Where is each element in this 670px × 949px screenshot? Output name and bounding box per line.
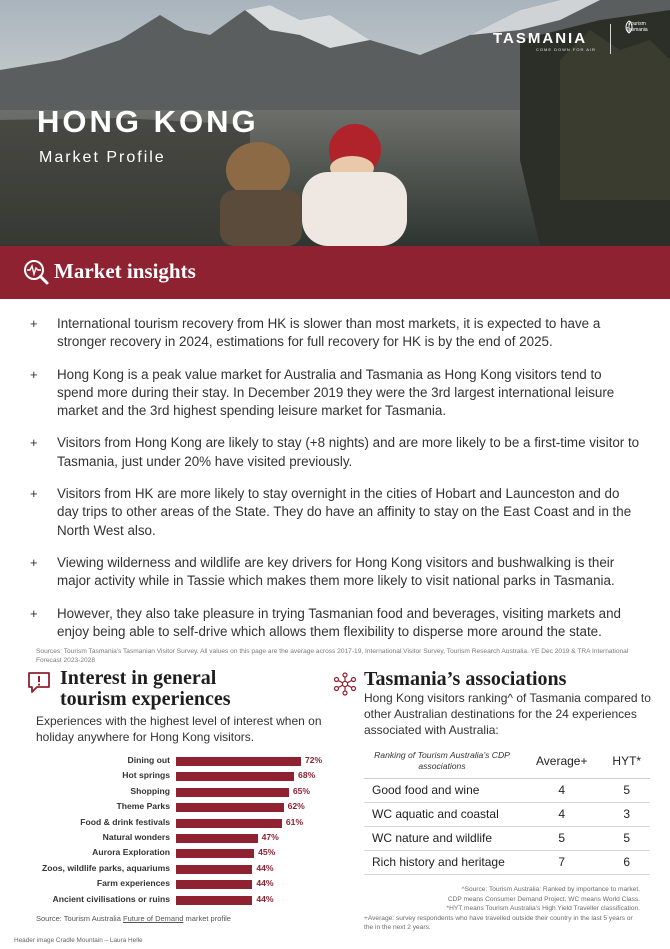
note-cdp: CDP means Consumer Demand Project. WC means World Class.	[447, 895, 640, 903]
average-rank: 4	[520, 778, 604, 802]
market-insights-banner	[0, 246, 670, 299]
table-row	[364, 778, 650, 802]
bar-value-label: 47%	[261, 831, 279, 842]
page-subtitle: Market Profile	[39, 149, 166, 166]
association-name: WC aquatic and coastal	[364, 802, 520, 826]
brand-divider	[610, 24, 611, 54]
tasmania-leaf-icon	[622, 20, 636, 34]
bar-row	[18, 800, 338, 815]
plus-bullet-icon: +	[30, 435, 38, 451]
interest-title	[60, 668, 231, 710]
future-of-demand-link[interactable]: Future of Demand	[122, 914, 184, 923]
bar	[176, 772, 294, 781]
association-name: WC nature and wildlife	[364, 826, 520, 850]
column-header-ranking: Ranking of Tourism Australia’s CDP associations	[364, 744, 520, 778]
insight-text: Visitors from Hong Kong are likely to stay (+8 nights) and are more likely to be a first-time visitor to Tasmania, just under 20% have visited previously.	[57, 435, 640, 469]
brand-tagline: COME DOWN FOR AIR	[536, 47, 596, 52]
insight-text: International tourism recovery from HK is slower than most markets, it is expected to have a stronger recovery in 2024, estimations for full recovery for HK is by the end of 2025.	[57, 316, 601, 350]
bar	[176, 865, 252, 874]
associations-table	[364, 744, 650, 875]
bar-value-label: 72%	[305, 755, 323, 765]
plus-bullet-icon: +	[30, 486, 38, 502]
plus-bullet-icon: +	[30, 554, 38, 570]
network-nodes-icon	[333, 672, 357, 696]
bar-row	[18, 831, 338, 846]
table-row	[364, 826, 650, 850]
bar-row	[18, 846, 338, 861]
average-rank: 4	[520, 802, 604, 826]
bar-category-label: Food & drink festivals	[80, 816, 170, 827]
column-header-hyt: HYT*	[604, 744, 651, 778]
list-item	[30, 485, 640, 540]
bar-value-label: 45%	[258, 847, 276, 858]
table-row	[364, 850, 650, 874]
hero-image	[0, 0, 670, 246]
note-hyt: *HYT means Tourism Australia’s High Yield Traveller classification.	[446, 905, 640, 912]
list-item	[30, 366, 640, 421]
association-name: Good food and wine	[364, 778, 520, 802]
bar-category-label: Zoos, wildlife parks, aquariums	[42, 862, 170, 873]
bar-value-label: 44%	[256, 893, 274, 904]
bar	[176, 803, 284, 812]
interest-title-line-2: tourism experiences	[60, 688, 231, 710]
hyt-rank: 6	[604, 850, 651, 874]
bar-row	[18, 816, 338, 831]
bar	[176, 819, 282, 828]
insights-sources: Sources: Tourism Tasmania's Tasmanian Visitor Survey. All values on this page are the average across 2017-19, International Visitor Survey, Tourism Research Australia. YE Dec 2019 & TRA International Forecast 2023-2028	[36, 648, 629, 664]
alert-speech-icon	[27, 671, 51, 693]
bar	[176, 834, 258, 843]
bar-category-label: Natural wonders	[102, 831, 170, 842]
interest-description: Experiences with the highest level of interest when on holiday anywhere for Hong Kong visitors.	[36, 714, 322, 744]
page-title: HONG KONG	[37, 104, 259, 139]
bar-category-label: Aurora Exploration	[92, 847, 170, 858]
list-item	[30, 434, 640, 471]
hyt-rank: 3	[604, 802, 651, 826]
plus-bullet-icon: +	[30, 605, 38, 621]
tourism-tasmania-logo	[622, 20, 652, 56]
insight-text: Viewing wilderness and wildlife are key drivers for Hong Kong visitors and bushwalking is their major activity while in Tassie which makes them more likely to visit national parks in Tasmania.	[57, 554, 615, 589]
hyt-rank: 5	[604, 778, 651, 802]
associations-notes	[364, 885, 640, 933]
bar-row	[18, 785, 338, 800]
bar-value-label: 44%	[256, 878, 274, 889]
list-item	[30, 605, 640, 642]
plus-bullet-icon: +	[30, 316, 38, 331]
brand-logo-text: TASMANIA	[493, 30, 588, 47]
average-rank: 5	[520, 826, 604, 850]
note-average: +Average: survey respondents who have travelled outside their country in the last 5 years or the in the next 2 years.	[364, 914, 633, 931]
bar-value-label: 61%	[285, 816, 304, 827]
associations-description: Hong Kong visitors ranking^ of Tasmania compared to other Australian destinations for the 24 experiences associated with Australia:	[364, 691, 651, 737]
plus-bullet-icon: +	[30, 366, 38, 382]
bar-category-label: Shopping	[130, 785, 170, 796]
table-header-row	[364, 744, 650, 778]
image-credit: Header image Cradle Mountain – Laura Helle	[14, 937, 143, 944]
magnifier-pulse-icon	[22, 258, 50, 286]
table-row	[364, 802, 650, 826]
insight-text: Hong Kong is a peak value market for Australia and Tasmania as Hong Kong visitors tend to spend more during their stay. In December 2019 they were the 3rd largest international leisure market and the 3rd highest spending leisure market for Tasmania.	[57, 366, 615, 419]
bar-value-label: 68%	[298, 770, 316, 781]
insights-list	[30, 315, 640, 655]
insight-text: Visitors from HK are more likely to stay overnight in the cities of Hobart and Launceston and do day trips to other areas of the State. They do have an affinity to stay on the East Coast and in the North West also.	[57, 486, 632, 538]
interest-title-line-1: Interest in general	[60, 667, 217, 689]
average-rank: 7	[520, 850, 604, 874]
associations-title: Tasmania’s associations	[364, 668, 567, 690]
insight-text: However, they also take pleasure in trying Tasmanian food and beverages, visiting markets and enjoy being able to self-drive which allows them flexibility to disperse more around the state.	[57, 605, 621, 639]
bar-row	[18, 862, 338, 877]
bar-row	[18, 769, 338, 784]
bar	[176, 880, 252, 889]
bar	[176, 788, 289, 797]
tourism-tasmania-logo-text: Tourism Tasmania	[626, 21, 648, 33]
association-name: Rich history and heritage	[364, 850, 520, 874]
bar	[176, 757, 301, 766]
bar-value-label: 44%	[256, 862, 274, 873]
bar-value-label: 62%	[287, 801, 305, 812]
bar-value-label: 65%	[292, 785, 311, 796]
hyt-rank: 5	[604, 826, 651, 850]
note-source: ^Source: Tourism Australia: Ranked by importance to market.	[461, 886, 640, 893]
interest-source-prefix: Source: Tourism Australia	[36, 914, 123, 923]
list-item	[30, 315, 640, 352]
interest-bar-chart	[18, 754, 338, 908]
list-item	[30, 554, 640, 591]
bar-row	[18, 893, 338, 908]
market-insights-title: Market insights	[54, 259, 196, 283]
bar-row	[18, 754, 338, 769]
bar-category-label: Farm experiences	[96, 878, 170, 889]
bar	[176, 849, 254, 858]
bar-category-label: Hot springs	[122, 770, 170, 781]
bar-row	[18, 877, 338, 892]
interest-source-suffix: market profile	[183, 914, 231, 923]
interest-source	[36, 914, 231, 923]
bar	[176, 896, 252, 905]
bar-category-label: Theme Parks	[116, 801, 170, 812]
bar-category-label: Ancient civilisations or ruins	[52, 893, 170, 904]
bar-category-label: Dining out	[127, 755, 170, 765]
column-header-average: Average+	[520, 744, 604, 778]
